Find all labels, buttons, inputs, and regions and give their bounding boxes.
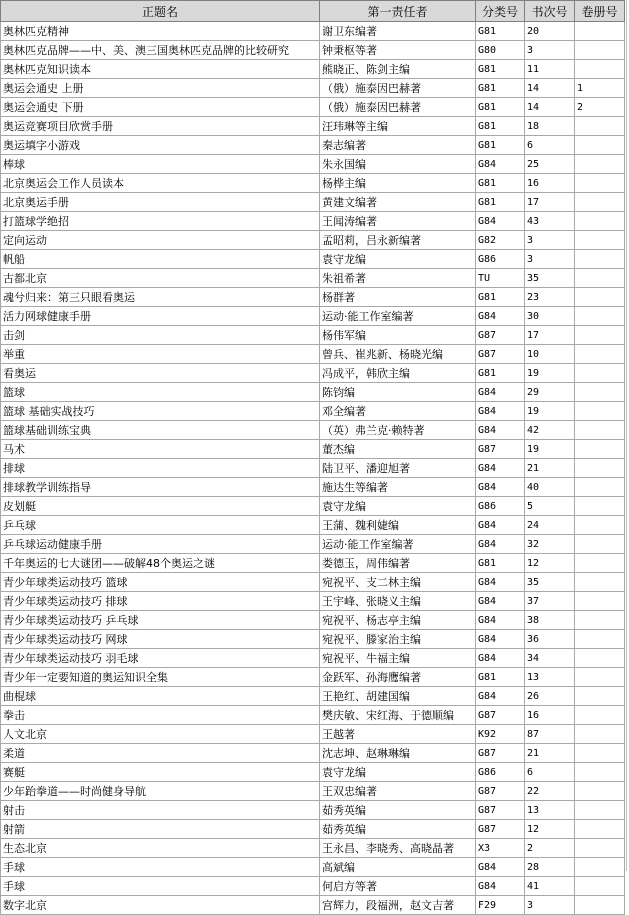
cell-volume[interactable] — [575, 877, 625, 896]
cell-class-no[interactable]: G87 — [476, 345, 525, 364]
cell-class-no[interactable]: G84 — [476, 611, 525, 630]
cell-author[interactable]: 朱永国编 — [320, 155, 476, 174]
cell-title[interactable]: 曲棍球 — [1, 687, 320, 706]
cell-edition[interactable]: 5 — [525, 497, 575, 516]
cell-edition[interactable]: 3 — [525, 231, 575, 250]
cell-volume[interactable] — [575, 554, 625, 573]
cell-title[interactable]: 生态北京 — [1, 839, 320, 858]
cell-author[interactable]: 王蒲、魏利婕编 — [320, 516, 476, 535]
cell-author[interactable]: 沈志坤、赵琳琳编 — [320, 744, 476, 763]
cell-edition[interactable]: 13 — [525, 668, 575, 687]
cell-edition[interactable]: 12 — [525, 554, 575, 573]
table-row[interactable] — [1, 801, 625, 820]
cell-author[interactable]: 杨桦主编 — [320, 174, 476, 193]
cell-volume[interactable] — [575, 155, 625, 174]
cell-author[interactable]: 董杰编 — [320, 440, 476, 459]
cell-title[interactable]: 帆船 — [1, 250, 320, 269]
cell-author[interactable]: （俄）施泰因巴赫著 — [320, 79, 476, 98]
cell-edition[interactable]: 21 — [525, 744, 575, 763]
cell-author[interactable]: 袁守龙编 — [320, 497, 476, 516]
cell-author[interactable]: 王艳红、胡建国编 — [320, 687, 476, 706]
cell-title[interactable]: 皮划艇 — [1, 497, 320, 516]
table-body — [1, 22, 625, 915]
cell-title[interactable]: 奥运会通史 下册 — [1, 98, 320, 117]
cell-edition[interactable]: 17 — [525, 193, 575, 212]
table-row[interactable] — [1, 877, 625, 896]
cell-class-no[interactable]: G87 — [476, 820, 525, 839]
table-row[interactable] — [1, 782, 625, 801]
cell-class-no[interactable]: G87 — [476, 782, 525, 801]
cell-title[interactable]: 奥运会通史 上册 — [1, 79, 320, 98]
cell-edition[interactable]: 28 — [525, 858, 575, 877]
cell-class-no[interactable]: G84 — [476, 516, 525, 535]
cell-title[interactable]: 奥运竞赛项目欣赏手册 — [1, 117, 320, 136]
table-row[interactable] — [1, 630, 625, 649]
table-row[interactable] — [1, 41, 625, 60]
cell-class-no[interactable]: G84 — [476, 630, 525, 649]
cell-volume[interactable] — [575, 668, 625, 687]
cell-volume[interactable] — [575, 839, 625, 858]
cell-volume[interactable] — [575, 744, 625, 763]
table-row[interactable] — [1, 440, 625, 459]
cell-edition[interactable]: 16 — [525, 174, 575, 193]
cell-class-no[interactable]: X3 — [476, 839, 525, 858]
cell-title[interactable]: 拳击 — [1, 706, 320, 725]
cell-volume[interactable] — [575, 858, 625, 877]
cell-author[interactable]: 孟昭莉，吕永新编著 — [320, 231, 476, 250]
cell-volume[interactable] — [575, 478, 625, 497]
cell-volume[interactable] — [575, 288, 625, 307]
table-row[interactable] — [1, 858, 625, 877]
cell-class-no[interactable]: G87 — [476, 440, 525, 459]
cell-title[interactable]: 千年奥运的七大谜团——破解48个奥运之谜 — [1, 554, 320, 573]
cell-class-no[interactable]: G84 — [476, 592, 525, 611]
col-header-title[interactable]: 正题名 — [1, 1, 320, 22]
cell-edition[interactable]: 10 — [525, 345, 575, 364]
cell-class-no[interactable]: G87 — [476, 801, 525, 820]
table-row[interactable] — [1, 554, 625, 573]
cell-author[interactable]: 宫辉力，段福洲，赵文吉著 — [320, 896, 476, 915]
cell-title[interactable]: 举重 — [1, 345, 320, 364]
cell-edition[interactable]: 21 — [525, 459, 575, 478]
cell-class-no[interactable]: G81 — [476, 668, 525, 687]
cell-title[interactable]: 手球 — [1, 858, 320, 877]
cell-edition[interactable]: 37 — [525, 592, 575, 611]
table-row[interactable] — [1, 896, 625, 915]
cell-volume[interactable] — [575, 174, 625, 193]
cell-author[interactable]: 施达生等编著 — [320, 478, 476, 497]
table-row[interactable] — [1, 744, 625, 763]
cell-volume[interactable] — [575, 725, 625, 744]
cell-class-no[interactable]: G81 — [476, 60, 525, 79]
cell-volume[interactable] — [575, 117, 625, 136]
cell-volume[interactable] — [575, 763, 625, 782]
table-row[interactable] — [1, 98, 625, 117]
table-row[interactable] — [1, 497, 625, 516]
cell-author[interactable]: 王越著 — [320, 725, 476, 744]
cell-author[interactable]: 樊庆敏、宋红海、于德顺编 — [320, 706, 476, 725]
cell-edition[interactable]: 14 — [525, 79, 575, 98]
cell-author[interactable]: 曾兵、崔兆新、杨晓光编 — [320, 345, 476, 364]
cell-edition[interactable]: 87 — [525, 725, 575, 744]
cell-edition[interactable]: 2 — [525, 839, 575, 858]
cell-edition[interactable]: 32 — [525, 535, 575, 554]
cell-class-no[interactable]: G81 — [476, 288, 525, 307]
cell-author[interactable]: 王永昌、李晓秀、高晓晶著 — [320, 839, 476, 858]
col-header-edition[interactable]: 书次号 — [525, 1, 575, 22]
cell-title[interactable]: 打篮球学绝招 — [1, 212, 320, 231]
cell-author[interactable]: 运动·能工作室编著 — [320, 535, 476, 554]
cell-volume[interactable] — [575, 459, 625, 478]
cell-volume[interactable] — [575, 136, 625, 155]
table-row[interactable] — [1, 79, 625, 98]
table-row[interactable] — [1, 402, 625, 421]
cell-edition[interactable]: 43 — [525, 212, 575, 231]
cell-edition[interactable]: 18 — [525, 117, 575, 136]
cell-author[interactable]: 宛祝平、支二林主编 — [320, 573, 476, 592]
cell-title[interactable]: 北京奥运会工作人员读本 — [1, 174, 320, 193]
cell-author[interactable]: 宛祝平、杨志亭主编 — [320, 611, 476, 630]
cell-volume[interactable] — [575, 497, 625, 516]
cell-author[interactable]: （俄）施泰因巴赫著 — [320, 98, 476, 117]
cell-author[interactable]: 陈钧编 — [320, 383, 476, 402]
cell-volume[interactable] — [575, 22, 625, 41]
cell-volume[interactable] — [575, 193, 625, 212]
cell-title[interactable]: 青少年球类运动技巧 篮球 — [1, 573, 320, 592]
cell-author[interactable]: 何启方等著 — [320, 877, 476, 896]
cell-edition[interactable]: 6 — [525, 136, 575, 155]
cell-class-no[interactable]: G86 — [476, 763, 525, 782]
cell-class-no[interactable]: K92 — [476, 725, 525, 744]
cell-edition[interactable]: 6 — [525, 763, 575, 782]
cell-class-no[interactable]: G84 — [476, 307, 525, 326]
table-row[interactable] — [1, 763, 625, 782]
cell-class-no[interactable]: G84 — [476, 877, 525, 896]
cell-author[interactable]: 高斌编 — [320, 858, 476, 877]
cell-title[interactable]: 马术 — [1, 440, 320, 459]
table-row[interactable] — [1, 22, 625, 41]
cell-volume[interactable] — [575, 402, 625, 421]
cell-volume[interactable] — [575, 440, 625, 459]
cell-author[interactable]: 王双忠编著 — [320, 782, 476, 801]
cell-volume[interactable]: 1 — [575, 79, 625, 98]
cell-author[interactable]: （英）弗兰克·赖特著 — [320, 421, 476, 440]
table-row[interactable] — [1, 174, 625, 193]
table-row[interactable] — [1, 725, 625, 744]
cell-volume[interactable] — [575, 326, 625, 345]
cell-author[interactable]: 金跃军、孙海鹰编著 — [320, 668, 476, 687]
cell-edition[interactable]: 36 — [525, 630, 575, 649]
cell-volume[interactable] — [575, 801, 625, 820]
cell-title[interactable]: 柔道 — [1, 744, 320, 763]
cell-volume[interactable] — [575, 250, 625, 269]
cell-author[interactable]: 袁守龙编 — [320, 250, 476, 269]
cell-author[interactable]: 黄建文编著 — [320, 193, 476, 212]
cell-edition[interactable]: 35 — [525, 573, 575, 592]
cell-edition[interactable]: 16 — [525, 706, 575, 725]
cell-class-no[interactable]: G80 — [476, 41, 525, 60]
cell-edition[interactable]: 26 — [525, 687, 575, 706]
cell-title[interactable]: 青少年球类运动技巧 羽毛球 — [1, 649, 320, 668]
cell-volume[interactable] — [575, 535, 625, 554]
cell-author[interactable]: 王宇峰、张晓义主编 — [320, 592, 476, 611]
cell-author[interactable]: 宛祝平、滕家治主编 — [320, 630, 476, 649]
cell-edition[interactable]: 20 — [525, 22, 575, 41]
cell-class-no[interactable]: G82 — [476, 231, 525, 250]
table-row[interactable] — [1, 364, 625, 383]
cell-edition[interactable]: 14 — [525, 98, 575, 117]
table-row[interactable] — [1, 611, 625, 630]
cell-title[interactable]: 乒乓球 — [1, 516, 320, 535]
cell-edition[interactable]: 17 — [525, 326, 575, 345]
cell-author[interactable]: 杨伟军编 — [320, 326, 476, 345]
cell-volume[interactable] — [575, 896, 625, 915]
table-row[interactable] — [1, 839, 625, 858]
table-row[interactable] — [1, 212, 625, 231]
table-row[interactable] — [1, 136, 625, 155]
cell-class-no[interactable]: G81 — [476, 193, 525, 212]
cell-title[interactable]: 定向运动 — [1, 231, 320, 250]
table-row[interactable] — [1, 155, 625, 174]
cell-class-no[interactable]: G81 — [476, 117, 525, 136]
cell-class-no[interactable]: F29 — [476, 896, 525, 915]
cell-class-no[interactable]: G84 — [476, 383, 525, 402]
table-row[interactable] — [1, 706, 625, 725]
cell-class-no[interactable]: G84 — [476, 212, 525, 231]
cell-edition[interactable]: 41 — [525, 877, 575, 896]
cell-author[interactable]: 王闻涛编著 — [320, 212, 476, 231]
cell-title[interactable]: 篮球基础训练宝典 — [1, 421, 320, 440]
cell-edition[interactable]: 34 — [525, 649, 575, 668]
table-row[interactable] — [1, 478, 625, 497]
cell-title[interactable]: 魂兮归来：第三只眼看奥运 — [1, 288, 320, 307]
cell-edition[interactable]: 24 — [525, 516, 575, 535]
cell-edition[interactable]: 13 — [525, 801, 575, 820]
cell-title[interactable]: 击剑 — [1, 326, 320, 345]
cell-edition[interactable]: 12 — [525, 820, 575, 839]
cell-edition[interactable]: 3 — [525, 896, 575, 915]
cell-class-no[interactable]: G81 — [476, 554, 525, 573]
cell-volume[interactable] — [575, 269, 625, 288]
cell-author[interactable]: 秦志编著 — [320, 136, 476, 155]
cell-volume[interactable] — [575, 592, 625, 611]
col-header-class-no[interactable]: 分类号 — [476, 1, 525, 22]
table-row[interactable] — [1, 288, 625, 307]
cell-volume[interactable] — [575, 516, 625, 535]
cell-author[interactable]: 茹秀英编 — [320, 801, 476, 820]
cell-author[interactable]: 陆卫平、潘迎旭著 — [320, 459, 476, 478]
table-row[interactable] — [1, 307, 625, 326]
table-row[interactable] — [1, 193, 625, 212]
cell-class-no[interactable]: G84 — [476, 858, 525, 877]
table-row[interactable] — [1, 345, 625, 364]
cell-title[interactable]: 排球教学训练指导 — [1, 478, 320, 497]
cell-title[interactable]: 奥林匹克精神 — [1, 22, 320, 41]
cell-author[interactable]: 宛祝平、牛福主编 — [320, 649, 476, 668]
cell-class-no[interactable]: G81 — [476, 364, 525, 383]
cell-volume[interactable] — [575, 60, 625, 79]
cell-volume[interactable] — [575, 364, 625, 383]
cell-author[interactable]: 冯成平，韩欣主编 — [320, 364, 476, 383]
table-row[interactable] — [1, 117, 625, 136]
cell-volume[interactable] — [575, 706, 625, 725]
table-row[interactable] — [1, 535, 625, 554]
cell-title[interactable]: 奥林匹克知识读本 — [1, 60, 320, 79]
cell-volume[interactable] — [575, 421, 625, 440]
cell-edition[interactable]: 3 — [525, 250, 575, 269]
cell-volume[interactable] — [575, 687, 625, 706]
cell-title[interactable]: 人文北京 — [1, 725, 320, 744]
col-header-volume[interactable]: 卷册号 — [575, 1, 625, 22]
table-row[interactable] — [1, 820, 625, 839]
cell-edition[interactable]: 25 — [525, 155, 575, 174]
table-row[interactable] — [1, 383, 625, 402]
table-row[interactable] — [1, 421, 625, 440]
cell-class-no[interactable]: G84 — [476, 155, 525, 174]
cell-class-no[interactable]: G81 — [476, 79, 525, 98]
cell-author[interactable]: 杨群著 — [320, 288, 476, 307]
cell-edition[interactable]: 11 — [525, 60, 575, 79]
cell-class-no[interactable]: G84 — [476, 421, 525, 440]
cell-edition[interactable]: 42 — [525, 421, 575, 440]
table-row[interactable] — [1, 592, 625, 611]
cell-edition[interactable]: 40 — [525, 478, 575, 497]
table-row[interactable] — [1, 573, 625, 592]
cell-class-no[interactable]: G84 — [476, 649, 525, 668]
cell-title[interactable]: 青少年球类运动技巧 乒乓球 — [1, 611, 320, 630]
cell-title[interactable]: 篮球 基础实战技巧 — [1, 402, 320, 421]
cell-title[interactable]: 乒乓球运动健康手册 — [1, 535, 320, 554]
cell-title[interactable]: 北京奥运手册 — [1, 193, 320, 212]
cell-volume[interactable] — [575, 820, 625, 839]
cell-volume[interactable] — [575, 383, 625, 402]
table-row[interactable] — [1, 250, 625, 269]
cell-class-no[interactable]: G87 — [476, 326, 525, 345]
cell-author[interactable]: 汪玮琳等主编 — [320, 117, 476, 136]
cell-class-no[interactable]: TU — [476, 269, 525, 288]
cell-title[interactable]: 少年跆拳道——时尚健身导航 — [1, 782, 320, 801]
cell-edition[interactable]: 35 — [525, 269, 575, 288]
cell-title[interactable]: 古都北京 — [1, 269, 320, 288]
cell-edition[interactable]: 38 — [525, 611, 575, 630]
cell-edition[interactable]: 19 — [525, 364, 575, 383]
cell-author[interactable]: 熊晓正、陈剑主编 — [320, 60, 476, 79]
cell-volume[interactable] — [575, 307, 625, 326]
cell-class-no[interactable]: G84 — [476, 687, 525, 706]
cell-title[interactable]: 射击 — [1, 801, 320, 820]
table-row[interactable] — [1, 326, 625, 345]
cell-author[interactable]: 娄德玉，周伟编著 — [320, 554, 476, 573]
cell-title[interactable]: 篮球 — [1, 383, 320, 402]
table-row[interactable] — [1, 269, 625, 288]
cell-author[interactable]: 袁守龙编 — [320, 763, 476, 782]
cell-title[interactable]: 数字北京 — [1, 896, 320, 915]
cell-class-no[interactable]: G84 — [476, 459, 525, 478]
window-edge — [626, 0, 627, 871]
cell-edition[interactable]: 22 — [525, 782, 575, 801]
cell-class-no[interactable]: G87 — [476, 744, 525, 763]
cell-title[interactable]: 手球 — [1, 877, 320, 896]
cell-title[interactable]: 青少年球类运动技巧 排球 — [1, 592, 320, 611]
cell-edition[interactable]: 30 — [525, 307, 575, 326]
cell-title[interactable]: 棒球 — [1, 155, 320, 174]
cell-title[interactable]: 青少年一定要知道的奥运知识全集 — [1, 668, 320, 687]
cell-volume[interactable] — [575, 630, 625, 649]
cell-title[interactable]: 奥运填字小游戏 — [1, 136, 320, 155]
table-row[interactable] — [1, 516, 625, 535]
cell-volume[interactable] — [575, 212, 625, 231]
cell-volume[interactable] — [575, 573, 625, 592]
cell-title[interactable]: 奥林匹克品牌——中、美、澳三国奥林匹克品牌的比较研究 — [1, 41, 320, 60]
table-row[interactable] — [1, 649, 625, 668]
cell-class-no[interactable]: G81 — [476, 22, 525, 41]
cell-volume[interactable] — [575, 611, 625, 630]
cell-edition[interactable]: 3 — [525, 41, 575, 60]
cell-author[interactable]: 谢卫东编著 — [320, 22, 476, 41]
cell-class-no[interactable]: G86 — [476, 497, 525, 516]
cell-edition[interactable]: 19 — [525, 402, 575, 421]
col-header-author[interactable]: 第一责任者 — [320, 1, 476, 22]
cell-volume[interactable] — [575, 782, 625, 801]
cell-volume[interactable] — [575, 649, 625, 668]
table-row[interactable] — [1, 60, 625, 79]
cell-author[interactable]: 运动·能工作室编著 — [320, 307, 476, 326]
cell-title[interactable]: 青少年球类运动技巧 网球 — [1, 630, 320, 649]
cell-title[interactable]: 排球 — [1, 459, 320, 478]
cell-class-no[interactable]: G81 — [476, 98, 525, 117]
table-row[interactable] — [1, 668, 625, 687]
table-row[interactable] — [1, 687, 625, 706]
cell-edition[interactable]: 23 — [525, 288, 575, 307]
cell-volume[interactable] — [575, 41, 625, 60]
header-row — [1, 1, 625, 22]
table-row[interactable] — [1, 231, 625, 250]
cell-volume[interactable]: 2 — [575, 98, 625, 117]
cell-author[interactable]: 邓全编著 — [320, 402, 476, 421]
cell-title[interactable]: 活力网球健康手册 — [1, 307, 320, 326]
cell-author[interactable]: 朱祖希著 — [320, 269, 476, 288]
cell-title[interactable]: 射箭 — [1, 820, 320, 839]
cell-edition[interactable]: 29 — [525, 383, 575, 402]
cell-class-no[interactable]: G87 — [476, 706, 525, 725]
cell-volume[interactable] — [575, 345, 625, 364]
cell-class-no[interactable]: G86 — [476, 250, 525, 269]
cell-edition[interactable]: 19 — [525, 440, 575, 459]
cell-class-no[interactable]: G84 — [476, 402, 525, 421]
cell-title[interactable]: 看奥运 — [1, 364, 320, 383]
cell-author[interactable]: 茹秀英编 — [320, 820, 476, 839]
table-row[interactable] — [1, 459, 625, 478]
cell-class-no[interactable]: G84 — [476, 573, 525, 592]
cell-volume[interactable] — [575, 231, 625, 250]
cell-title[interactable]: 赛艇 — [1, 763, 320, 782]
cell-class-no[interactable]: G84 — [476, 535, 525, 554]
cell-class-no[interactable]: G84 — [476, 478, 525, 497]
cell-class-no[interactable]: G81 — [476, 136, 525, 155]
cell-author[interactable]: 钟秉枢等著 — [320, 41, 476, 60]
cell-class-no[interactable]: G81 — [476, 174, 525, 193]
